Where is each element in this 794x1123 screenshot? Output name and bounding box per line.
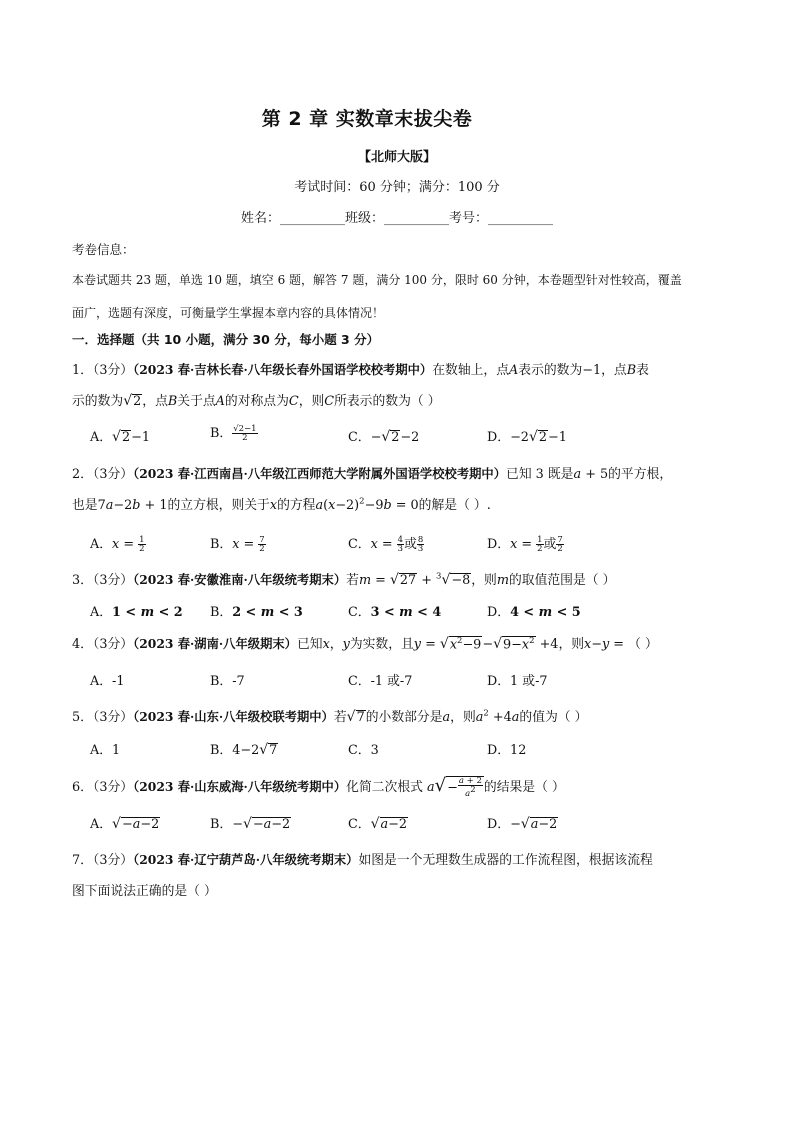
option-b[interactable]: B．x = $\frac{7}{2}$ [210,534,265,554]
option-c[interactable]: C．-1 或-7 [348,674,413,689]
option-c[interactable]: C．3 [348,743,379,758]
option-c[interactable]: C．3 < m < 4 [348,605,442,620]
page-title: 第 2 章 实数章末拔尖卷 [261,108,473,130]
description-line-1: 本卷试题共 23 题，单选 10 题，填空 6 题，解答 7 题，满分 100 分，限时 60 分钟，本卷题型针对性较高，覆盖 [72,273,682,287]
edition-label: 【北师大版】 [357,150,436,165]
question-1-line-2: 示的数为√2，点B关于点A的对称点为C，则C所表示的数为（ ） [72,393,441,409]
option-a[interactable]: A．1 < m < 2 [90,605,183,620]
option-a[interactable]: A．x = $\frac{1}{2}$ [90,534,145,554]
question-3-line-1: 3．（3分）（2023 春·安徽淮南·八年级统考期末）若m = √27 + $^3$√−8，则m的取值范围是（ ） [72,571,616,588]
option-d[interactable]: D．−2√2−1 [487,429,567,445]
option-d[interactable]: D．x = $\frac{1}{2}$ 或 $\frac{7}{2}$ [487,534,563,554]
option-c[interactable]: C．−√2−2 [348,429,420,445]
question-number: 1．（3分） [72,363,134,378]
option-a[interactable]: A．1 [90,743,121,758]
question-1-line-1: 1．（3分）（2023 春·吉林长春·八年级长春外国语学校校考期中）在数轴上，点A表示的数为−1，点B表 [72,362,649,378]
question-5-line-1: 5．（3分）（2023 春·山东·八年级校联考期中）若√7的小数部分是a，则$a^2 +4a$的值为（ ） [72,708,588,725]
question-7-line-1: 7．（3分）（2023 春·辽宁葫芦岛·八年级统考期末）如图是一个无理数生成器的工作流程图，根据该流程 [72,852,653,868]
option-a[interactable]: A．√2−1 [90,429,150,445]
math-expression: −1 [582,363,602,378]
question-2-line-1: 2．（3分）（2023 春·江西南昌·八年级江西师范大学附属外国语学校校考期中）已知 3 既是a + 5的平方根， [72,466,673,482]
option-b[interactable]: B．2 < m < 3 [210,605,303,620]
option-a[interactable]: A．-1 [90,674,125,689]
option-d[interactable]: D．1 或-7 [487,674,548,689]
question-2-line-2: 也是7a−2b + 1的立方根，则关于x的方程$a(x-2)^2-9b = 0$的解是（ ）. [72,496,491,513]
option-a[interactable]: A．√−a−2 [90,816,160,832]
question-6-line-1: 6．（3分）（2023 春·山东威海·八年级统考期中）化简二次根式 a√− $\frac{a + 2}{a^2}$ 的结果是（ ） [72,775,565,799]
exam-time-score: 考试时间：60 分钟；满分：100 分 [294,180,500,195]
option-b[interactable]: B．4−2√7 [210,742,278,758]
info-label: 考卷信息： [72,242,135,257]
option-d[interactable]: D．4 < m < 5 [487,605,581,620]
option-b[interactable]: B． $\frac{√2-1}{2}$ [210,423,257,443]
question-source: （2023 春·吉林长春·八年级长春外国语学校校考期中） [133,362,433,377]
option-c[interactable]: C．√a−2 [348,816,408,832]
option-c[interactable]: C．x = $\frac{4}{3}$ 或 $\frac{8}{3}$ [348,534,424,554]
section-heading: 一．选择题（共 10 小题，满分 30 分，每小题 3 分） [72,332,380,347]
option-b[interactable]: B．-7 [210,674,245,689]
description-line-2: 面广，选题有深度，可衡量学生掌握本章内容的具体情况！ [72,306,385,320]
option-b[interactable]: B．−√−a−2 [210,816,291,832]
student-info-fields: 姓名：__________班级：__________考号：__________ [240,211,553,226]
question-4-line-1: 4．（3分）（2023 春·湖南·八年级期末）已知x，y为实数，且$y = √x^2-9-√9-x^2 +4$，则x−y = （ ） [72,635,658,652]
option-d[interactable]: D．−√a−2 [487,816,558,832]
question-7-line-2: 图下面说法正确的是（ ） [72,884,217,899]
option-d[interactable]: D．12 [487,743,527,758]
